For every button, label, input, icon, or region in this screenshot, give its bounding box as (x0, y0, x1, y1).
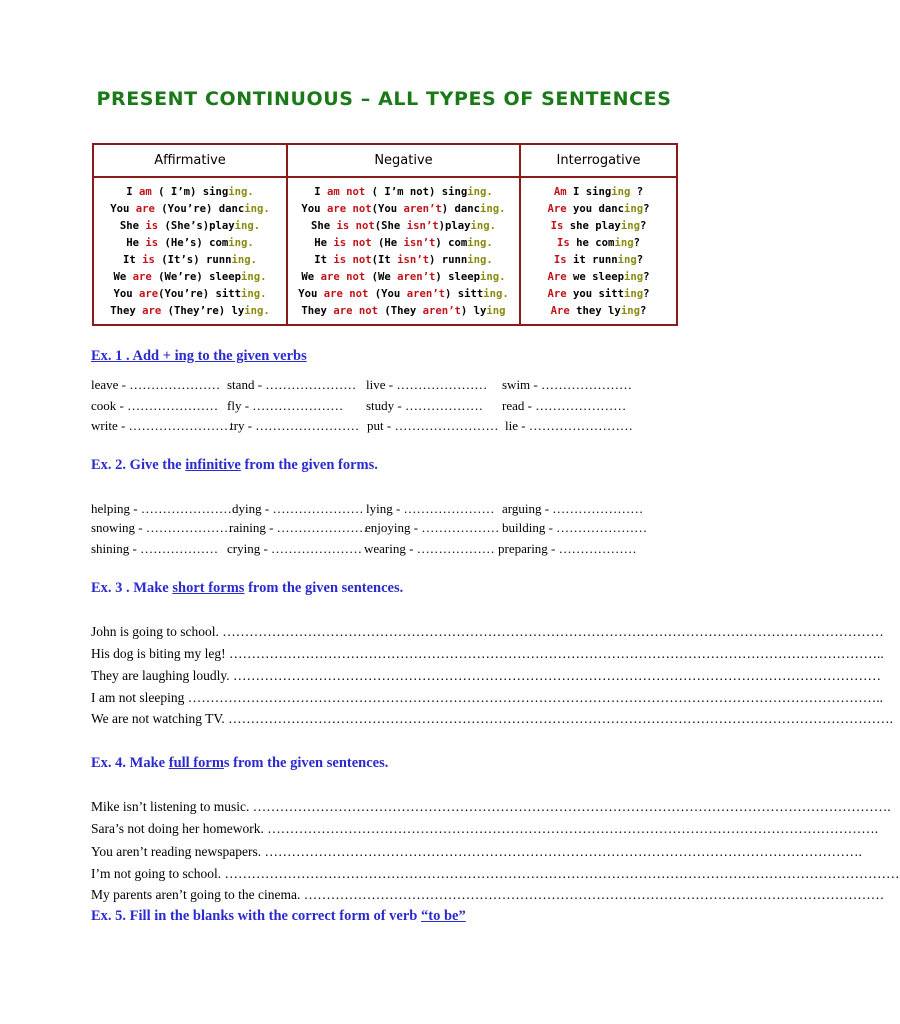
affirmative-sentence (94, 286, 286, 303)
sentence-segment: ing (620, 305, 640, 317)
negative-sentence (288, 235, 519, 252)
sentence-segment: ing. (231, 254, 257, 266)
sentence-segment: ing (624, 288, 644, 300)
sentence-segment: ing. (241, 271, 267, 283)
ex2-item: lying - ………………… (366, 501, 495, 516)
interrogative-sentence (521, 184, 676, 201)
sentence-segment: )play (438, 220, 471, 232)
ex2-item: shining - ……………… (91, 541, 219, 556)
sentence-segment: ? (643, 203, 650, 215)
sentence-segment: you danc (566, 203, 624, 215)
sentence-segment: are (142, 305, 162, 317)
sentence-segment: They (110, 305, 143, 317)
negative-sentence (288, 201, 519, 218)
sentence-segment: are not (326, 203, 372, 215)
sentence-segment: ( I’m) sing (151, 186, 229, 198)
exercise-4-sentence: I’m not going to school. …………………………………………………………………………………………………………………………………… (91, 866, 900, 881)
exercise-5-heading (91, 908, 466, 925)
ex1-item: put - …………………… (367, 418, 499, 433)
sentence-segment: ing. (234, 220, 261, 232)
sentence-segment: (She’s)play (158, 220, 235, 232)
sentence-segment: ? (643, 288, 650, 300)
exercise-5-keyword: “to be” (420, 908, 466, 924)
exercise-3-keyword: short forms (172, 580, 245, 596)
sentence-segment: I sing (566, 186, 612, 198)
sentence-segment: (He (371, 237, 404, 249)
sentence-segment: it runn (566, 254, 618, 266)
sentence-segment: He (126, 237, 146, 249)
sentence-segment: (You (368, 288, 407, 300)
sentence-segment: ing. (228, 237, 254, 249)
exercise-4-sentence: You aren’t reading newspapers. ……………………………………………………………………………………………………………………. (91, 844, 862, 859)
sentence-segment: are (135, 203, 155, 215)
sentence-segment: Is (550, 220, 564, 232)
sentence-segment: ing. (483, 288, 509, 300)
sentence-segment: are not (320, 271, 366, 283)
sentence-segment: are (132, 271, 152, 283)
negative-sentence (288, 252, 519, 269)
sentence-segment: (We’re) sleep (151, 271, 242, 283)
sentence-segment: You (110, 203, 136, 215)
sentence-segment: you sitt (566, 288, 624, 300)
exercise-4-suffix: s from the given sentences. (223, 755, 389, 771)
sentence-segment: They (301, 305, 334, 317)
sentence-segment: ? (639, 305, 647, 317)
exercise-4-sentence: Mike isn’t listening to music. ……………………………………………………………………………………………………………………………. (91, 799, 891, 814)
exercise-4-sentence: My parents aren’t going to the cinema. ………………………………………………………………………………………………………………… (91, 887, 885, 902)
ex2-item: helping - ………………… (91, 501, 232, 516)
negative-sentence (288, 286, 519, 303)
ex1-item: cook - ………………… (91, 398, 219, 413)
sentence-segment: ) runn (429, 254, 468, 266)
sentence-segment: is not (336, 220, 375, 232)
affirmative-sentence (94, 218, 286, 235)
sentence-segment: aren’t (403, 203, 442, 215)
ex2-item: arguing - ………………… (502, 501, 644, 516)
sentence-segment: aren’t (422, 305, 461, 317)
ex1-item: try - …………………… (230, 418, 360, 433)
sentence-segment: ing. (470, 220, 496, 232)
sentence-segment: (You’re) danc (154, 203, 245, 215)
sentence-segment: isn’t (397, 254, 430, 266)
sentence-segment: ing. (480, 271, 506, 283)
exercise-1-heading: Ex. 1 . Add + ing to the given verbs (91, 348, 307, 364)
sentence-segment: It (123, 254, 143, 266)
sentence-segment: ing (624, 271, 644, 283)
sentence-segment: (We (365, 271, 398, 283)
sentence-segment: ing (617, 254, 637, 266)
sentence-segment: aren’t (397, 271, 436, 283)
exercise-4-prefix: Ex. 4. Make (91, 755, 169, 771)
sentence-segment: ) sitt (444, 288, 484, 300)
negative-sentence (288, 184, 519, 201)
sentence-segment: ( I’m not) sing (365, 186, 468, 198)
ex1-item: live - ………………… (366, 377, 488, 392)
grammar-table (92, 143, 678, 326)
ex2-item: snowing - ………………… (91, 520, 237, 535)
exercise-2-heading (91, 457, 378, 474)
interrogative-sentence (521, 269, 676, 286)
sentence-segment: ing. (480, 203, 506, 215)
sentence-segment: are (138, 288, 159, 300)
negative-sentence (288, 303, 519, 320)
interrogative-column (521, 178, 676, 324)
affirmative-sentence (94, 201, 286, 218)
sentence-segment: It (314, 254, 334, 266)
exercise-5-prefix: Ex. 5. Fill in the blanks with the correct form of verb (91, 908, 421, 924)
exercise-3-sentence: We are not watching TV. …………………………………………………………………………………………………………………………………. (91, 711, 894, 726)
exercise-2-keyword: infinitive (185, 457, 241, 473)
page-title: PRESENT CONTINUOUS – ALL TYPES OF SENTENCES (96, 88, 672, 110)
sentence-segment: She (311, 220, 337, 232)
ex1-item: swim - ………………… (502, 377, 632, 392)
sentence-segment: (It (371, 254, 398, 266)
sentence-segment: ) com (435, 237, 468, 249)
sentence-segment: (It’s) runn (154, 254, 232, 266)
sentence-segment: (She (374, 220, 407, 232)
interrogative-sentence (521, 303, 676, 320)
sentence-segment: We (301, 271, 321, 283)
affirmative-sentence (94, 303, 286, 320)
affirmative-sentence (94, 184, 286, 201)
exercise-4-sentence: Sara’s not doing her homework. ………………………………………………………………………………………………………………………. (91, 821, 879, 836)
ex2-item: crying - ………………… (227, 541, 363, 556)
ex1-item: write - …………………… (91, 418, 233, 433)
sentence-segment: ing (614, 237, 634, 249)
sentence-segment: isn’t (406, 220, 439, 232)
sentence-segment: aren’t (406, 288, 445, 300)
sentence-segment: is (145, 237, 159, 249)
sentence-segment: ing. (241, 288, 267, 300)
ex2-item: wearing - ……………… (364, 541, 495, 556)
sentence-segment: Are (547, 203, 567, 215)
sentence-segment: are not (333, 305, 378, 317)
sentence-segment: ing (624, 203, 644, 215)
sentence-segment: ing. (244, 203, 270, 215)
sentence-segment: Am (553, 186, 567, 198)
sentence-segment: is not (333, 237, 372, 249)
sentence-segment: You (298, 288, 324, 300)
header-interrogative: Interrogative (521, 145, 676, 178)
exercise-2-suffix: from the given forms. (240, 457, 378, 473)
ex2-item: raining - ………………… (229, 520, 368, 535)
sentence-segment: ing. (228, 186, 254, 198)
sentence-segment: ? (636, 254, 644, 266)
exercise-3-sentence: John is going to school. ………………………………………………………………………………………………………………………………… (91, 624, 884, 639)
sentence-segment: he com (569, 237, 615, 249)
sentence-segment: ) ly (460, 305, 487, 317)
sentence-segment: Are (547, 288, 567, 300)
sentence-segment: Is (553, 254, 567, 266)
interrogative-sentence (521, 252, 676, 269)
sentence-segment: ing (620, 220, 640, 232)
exercise-3-sentence: I am not sleeping ……………………………………………………………………………………………………………………………………….. (91, 690, 883, 705)
ex2-item: building - ………………… (502, 520, 648, 535)
sentence-segment: (They’re) ly (161, 305, 245, 317)
exercise-2-prefix: Ex. 2. Give the (91, 457, 186, 473)
sentence-segment: ) sleep (435, 271, 481, 283)
sentence-segment: isn’t (403, 237, 436, 249)
sentence-segment: ? (633, 237, 640, 249)
sentence-segment: she play (563, 220, 621, 232)
ex2-item: dying - ………………… (232, 501, 364, 516)
exercise-3-heading (91, 580, 403, 597)
ex1-item: stand - ………………… (227, 377, 357, 392)
sentence-segment: ing (486, 305, 506, 317)
ex1-item: read - ………………… (502, 398, 627, 413)
sentence-segment: am (138, 186, 152, 198)
sentence-segment: Is (557, 237, 570, 249)
sentence-segment: (They (377, 305, 423, 317)
interrogative-sentence (521, 201, 676, 218)
negative-sentence (288, 269, 519, 286)
sentence-segment: are not (323, 288, 369, 300)
sentence-segment: ? (630, 186, 644, 198)
sentence-segment: we sleep (566, 271, 624, 283)
sentence-segment: they ly (569, 305, 621, 317)
sentence-segment: You (301, 203, 327, 215)
affirmative-sentence (94, 269, 286, 286)
sentence-segment: ing. (467, 186, 493, 198)
exercise-3-suffix: from the given sentences. (244, 580, 404, 596)
sentence-segment: ? (639, 220, 647, 232)
sentence-segment: is (142, 254, 155, 266)
ex1-item: fly - ………………… (227, 398, 344, 413)
sentence-segment: ? (643, 271, 650, 283)
sentence-segment: is not (333, 254, 372, 266)
sentence-segment: ing. (467, 237, 493, 249)
ex1-item: study - ……………… (366, 398, 483, 413)
exercise-4-keyword: full form (168, 755, 224, 771)
ex2-item: preparing - ……………… (498, 541, 637, 556)
sentence-segment: (You (371, 203, 404, 215)
sentence-segment: ing. (467, 254, 493, 266)
sentence-segment: ing. (244, 305, 270, 317)
sentence-segment: (You’re) sitt (158, 288, 242, 300)
sentence-segment: (He’s) com (158, 237, 229, 249)
header-negative: Negative (288, 145, 521, 178)
ex1-item: leave - ………………… (91, 377, 221, 392)
affirmative-sentence (94, 252, 286, 269)
ex1-item: lie - …………………… (505, 418, 633, 433)
sentence-segment: You (113, 288, 139, 300)
header-affirmative: Affirmative (94, 145, 288, 178)
sentence-segment: He (314, 237, 334, 249)
sentence-segment: I (314, 186, 327, 198)
sentence-segment: We (113, 271, 133, 283)
affirmative-sentence (94, 235, 286, 252)
sentence-segment: ing (611, 186, 631, 198)
sentence-segment: Are (547, 271, 567, 283)
sentence-segment: am not (326, 186, 366, 198)
exercise-3-sentence: His dog is biting my leg! ……………………………………………………………………………………………………………………………….. (91, 646, 884, 661)
affirmative-column (94, 178, 288, 324)
exercise-4-heading (91, 755, 388, 772)
sentence-segment: Are (550, 305, 570, 317)
sentence-segment: ) danc (441, 203, 481, 215)
sentence-segment: I (126, 186, 139, 198)
exercise-3-prefix: Ex. 3 . Make (91, 580, 173, 596)
negative-column (288, 178, 521, 324)
sentence-segment: is (145, 220, 159, 232)
exercise-3-sentence: They are laughing loudly. ……………………………………………………………………………………………………………………………… (91, 668, 881, 683)
interrogative-sentence (521, 286, 676, 303)
negative-sentence (288, 218, 519, 235)
interrogative-sentence (521, 218, 676, 235)
ex2-item: enjoying - ……………… (365, 520, 500, 535)
interrogative-sentence (521, 235, 676, 252)
sentence-segment: She (119, 220, 146, 232)
